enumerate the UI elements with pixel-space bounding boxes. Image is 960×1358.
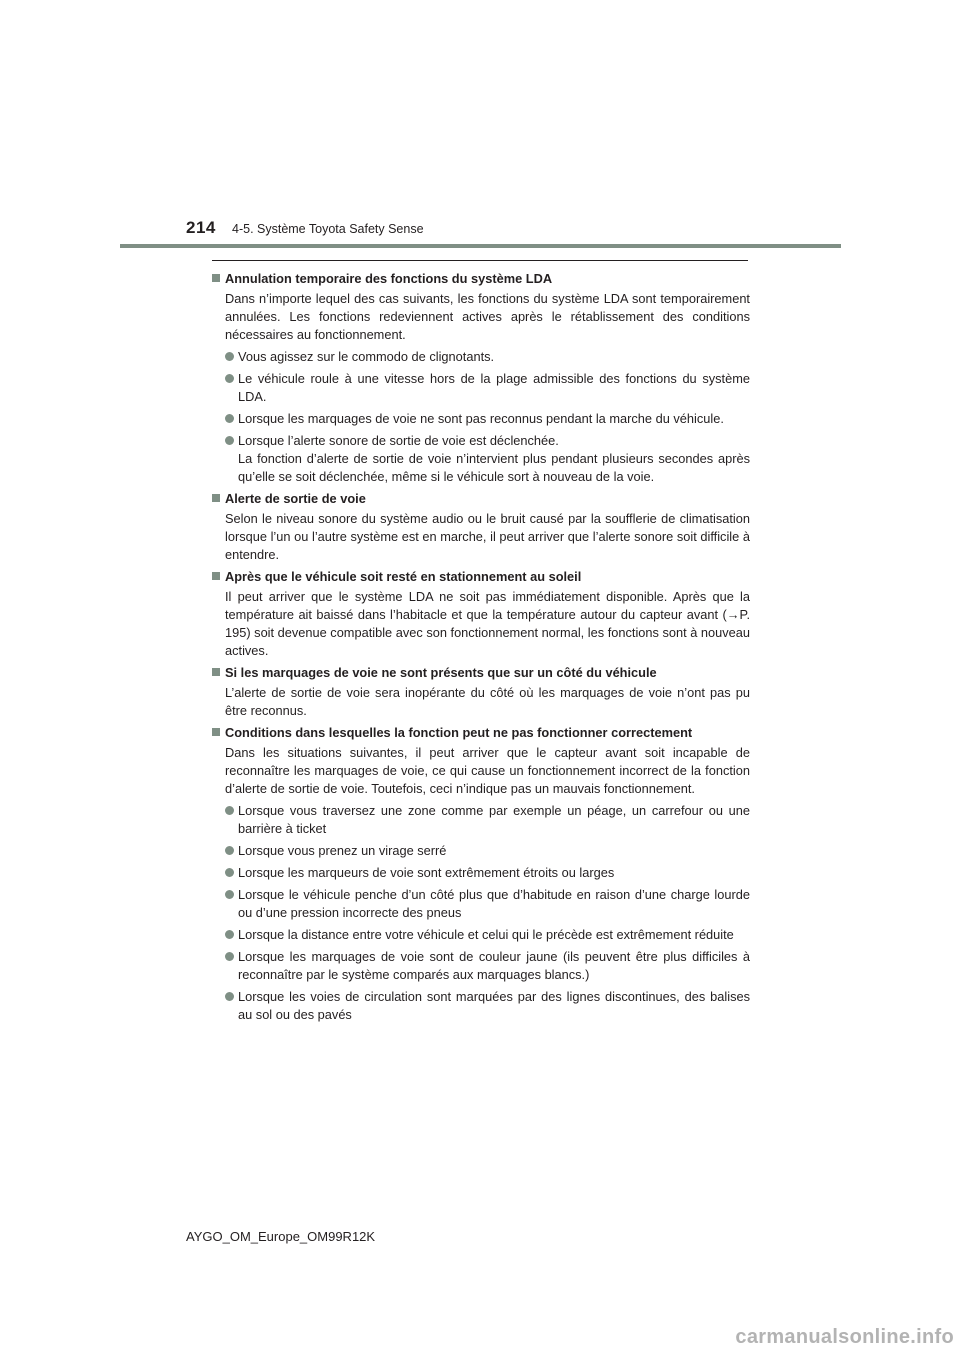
circle-bullet-icon xyxy=(225,436,234,445)
section-heading xyxy=(212,270,750,288)
section-heading xyxy=(212,568,750,586)
list-item-text: Lorsque les voies de circulation sont marquées par des lignes discontinues, des balises au sol ou des pavés xyxy=(238,989,750,1022)
circle-bullet-icon xyxy=(225,846,234,855)
section-paragraph: Selon le niveau sonore du système audio ou le bruit causé par la soufflerie de climatisation lorsque l’un ou l’autre système est en marche, il peut arriver que l’alerte sonore soit difficile à entendre. xyxy=(225,511,750,562)
circle-bullet-icon xyxy=(225,352,234,361)
list-item-text: Le véhicule roule à une vitesse hors de la plage admissible des fonctions du système LDA. xyxy=(238,371,750,404)
section-heading-text: Annulation temporaire des fonctions du système LDA xyxy=(225,271,553,286)
section-heading-text: Si les marquages de voie ne sont présents que sur un côté du véhicule xyxy=(225,665,657,680)
list-item-text: Lorsque vous prenez un virage serré xyxy=(238,843,447,858)
section-heading xyxy=(212,724,750,742)
circle-bullet-icon xyxy=(225,952,234,961)
content-section xyxy=(212,490,750,564)
list-item-text: Lorsque l’alerte sonore de sortie de voie est déclenchée. xyxy=(238,433,559,448)
circle-bullet-icon xyxy=(225,890,234,899)
section-paragraph: L’alerte de sortie de voie sera inopérante du côté où les marquages de voie n’ont pas pu être reconnus. xyxy=(225,685,750,718)
square-bullet-icon xyxy=(212,274,220,282)
footer-doc-id: AYGO_OM_Europe_OM99R12K xyxy=(186,1229,376,1244)
circle-bullet-icon xyxy=(225,868,234,877)
square-bullet-icon xyxy=(212,494,220,502)
section-heading xyxy=(212,490,750,508)
header-rule xyxy=(120,244,841,248)
list-item xyxy=(212,432,750,486)
list-item xyxy=(212,348,750,366)
square-bullet-icon xyxy=(212,572,220,580)
list-item xyxy=(212,802,750,838)
list-item-text: Lorsque la distance entre votre véhicule et celui qui le précède est extrêmement réduite xyxy=(238,927,734,942)
circle-bullet-icon xyxy=(225,806,234,815)
section-paragraph: Dans les situations suivantes, il peut arriver que le capteur avant soit incapable de reconnaître les marquages de voie, ce qui cause un fonctionnement incorrect de la fonction d’alerte de sortie de voie. Toutefois, ceci n’indique pas un mauvais fonctionnement. xyxy=(225,745,750,796)
list-item xyxy=(212,842,750,860)
content-section xyxy=(212,724,750,1024)
section-heading-text: Alerte de sortie de voie xyxy=(225,491,366,506)
watermark: carmanualsonline.info xyxy=(735,1326,954,1348)
content-rule xyxy=(212,260,748,261)
circle-bullet-icon xyxy=(225,374,234,383)
list-item-text: Lorsque les marqueurs de voie sont extrêmement étroits ou larges xyxy=(238,865,615,880)
content-section xyxy=(212,270,750,486)
section-paragraph: Dans n’importe lequel des cas suivants, les fonctions du système LDA sont temporairement annulées. Les fonctions redeviennent actives après le rétablissement des conditions nécessaires au fonctionnement. xyxy=(225,291,750,342)
list-item xyxy=(212,926,750,944)
list-item xyxy=(212,886,750,922)
square-bullet-icon xyxy=(212,668,220,676)
list-item-note: La fonction d’alerte de sortie de voie n’intervient plus pendant plusieurs secondes après qu’elle se soit déclenchée, même si le véhicule sort à nouveau de la voie. xyxy=(238,451,750,484)
list-item-text: Lorsque le véhicule penche d’un côté plus que d’habitude en raison d’une charge lourde ou d’une pression incorrecte des pneus xyxy=(238,887,750,920)
section-title: 4-5. Système Toyota Safety Sense xyxy=(232,222,424,236)
list-item-text: Lorsque vous traversez une zone comme par exemple un péage, un carrefour ou une barrière à ticket xyxy=(238,803,750,836)
square-bullet-icon xyxy=(212,728,220,736)
section-heading-text: Conditions dans lesquelles la fonction peut ne pas fonctionner correctement xyxy=(225,725,693,740)
circle-bullet-icon xyxy=(225,930,234,939)
circle-bullet-icon xyxy=(225,414,234,423)
section-paragraph: Il peut arriver que le système LDA ne soit pas immédiatement disponible. Après que la température ait baissé dans l’habitacle et que la température autour du capteur avant (→P. 195) soit devenue compatible avec son fonctionnement normal, les fonctions sont à nouveau actives. xyxy=(225,589,750,658)
page-content xyxy=(212,270,750,1028)
section-heading-text: Après que le véhicule soit resté en stationnement au soleil xyxy=(225,569,582,584)
list-item xyxy=(212,410,750,428)
content-section xyxy=(212,664,750,720)
list-item-text: Vous agissez sur le commodo de clignotants. xyxy=(238,349,495,364)
circle-bullet-icon xyxy=(225,992,234,1001)
page-number: 214 xyxy=(186,218,216,237)
section-heading xyxy=(212,664,750,682)
list-item xyxy=(212,948,750,984)
list-item xyxy=(212,864,750,882)
list-item-text: Lorsque les marquages de voie ne sont pas reconnus pendant la marche du véhicule. xyxy=(238,411,724,426)
list-item xyxy=(212,988,750,1024)
list-item xyxy=(212,370,750,406)
list-item-text: Lorsque les marquages de voie sont de couleur jaune (ils peuvent être plus difficiles à reconnaître par le système comparés aux marquages blancs.) xyxy=(238,949,750,982)
content-section xyxy=(212,568,750,660)
